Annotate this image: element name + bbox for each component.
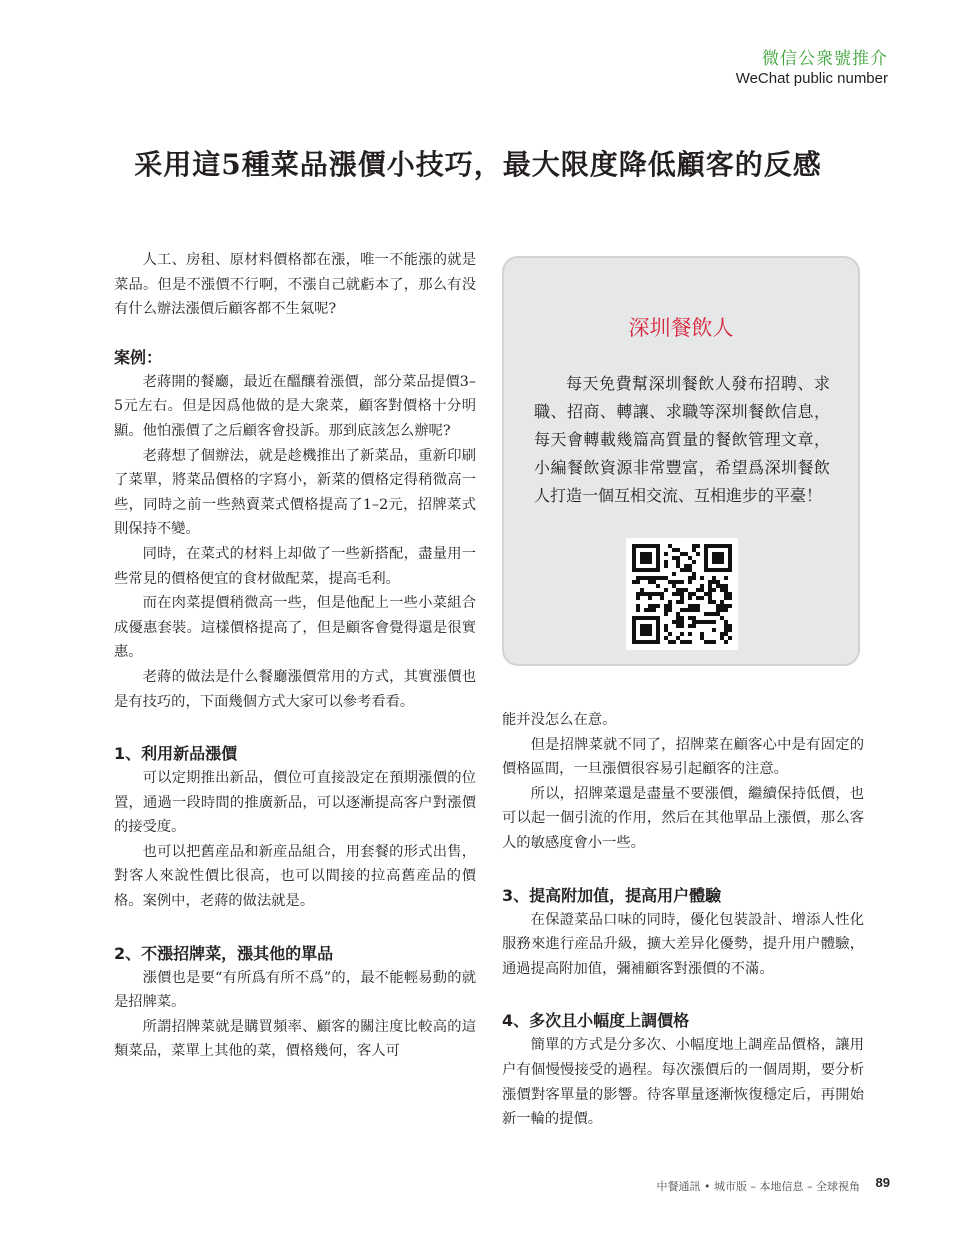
case-heading: 案例： [114, 347, 163, 367]
section-heading-3: 3、提高附加值，提高用户體驗 [502, 885, 722, 905]
header-section-label: 微信公衆號推介 [762, 49, 888, 69]
continuation-paragraph: 但是招牌菜就不同了，招牌菜在顧客心中是有固定的價格區間，一旦漲價很容易引起顧客的注意。 [502, 736, 864, 778]
footer-publication: 中餐通訊 • 城市版 – 本地信息 – 全球視角 [656, 1180, 860, 1193]
section-heading-2: 2、不漲招牌菜，漲其他的單品 [114, 943, 334, 963]
section-paragraph: 在保證菜品口味的同時，優化包裝設計、增添人性化服務來進行産品升級，擴大差异化優勢，提升用户體驗，通過提高附加值，彌補顧客對漲價的不滿。 [502, 911, 864, 977]
header-section-label-en: WeChat public number [735, 70, 888, 87]
qr-code-graphic [626, 538, 738, 650]
case-paragraph: 同時，在菜式的材料上却做了一些新搭配，盡量用一些常見的價格便宜的食材做配菜，提高毛利。 [114, 545, 476, 587]
section-paragraph: 也可以把舊産品和新産品組合，用套餐的形式出售，對客人來說性價比很高，也可以間接的拉高舊産品的價格。案例中，老蔣的做法就是。 [114, 843, 476, 910]
intro-paragraph: 人工、房租、原材料價格都在漲，唯一不能漲的就是菜品。但是不漲價不行啊，不漲自己就虧本了，那么有没有什么辦法漲價后顧客都不生氣呢? [114, 252, 476, 318]
case-paragraph: 老蔣開的餐廳，最近在醞釀着漲價，部分菜品提價3–5元左右。但是因爲他做的是大衆菜，顧客對價格十分明顯。他怕漲價了之后顧客會投訴。那到底該怎么辦呢? [114, 373, 476, 439]
qr-code-icon[interactable] [626, 538, 738, 650]
continuation-paragraph: 能并没怎么在意。 [502, 712, 617, 728]
promo-card-title: 深圳餐飲人 [628, 316, 734, 340]
page-number: 89 [875, 1175, 890, 1190]
section-paragraph: 可以定期推出新品，價位可直接設定在預期漲價的位置，通過一段時間的推廣新品，可以逐漸提高客户對漲價的接受度。 [114, 770, 476, 836]
section-heading-1: 1、利用新品漲價 [114, 744, 238, 764]
section-paragraph: 簡單的方式是分多次、小幅度地上調産品價格，讓用户有個慢慢接受的過程。每次漲價后的一個周期，要分析漲價對客單量的影響。待客單量逐漸恢復穩定后，再開始新一輪的提價。 [502, 1037, 864, 1128]
promo-card [502, 256, 860, 666]
article-title: 采用這5種菜品漲價小技巧，最大限度降低顧客的反感 [134, 148, 822, 181]
continuation-paragraph: 所以，招牌菜還是盡量不要漲價，繼續保持低價，也可以起一個引流的作用，然后在其他單品上漲價，那么客人的敏感度會小一些。 [502, 785, 864, 851]
section-paragraph: 漲價也是要“有所爲有所不爲”的，最不能輕易動的就是招牌菜。 [114, 969, 476, 1011]
right-column [502, 708, 864, 1132]
case-paragraph: 老蔣的做法是什么餐廳漲價常用的方式，其實漲價也是有技巧的，下面幾個方式大家可以參考看看。 [114, 668, 476, 710]
section-heading-4: 4、多次且小幅度上調價格 [502, 1011, 690, 1031]
case-paragraph: 老蔣想了個辦法，就是趁機推出了新菜品，重新印刷了菜單，將菜品價格的字寫小，新菜的價格定得稍微高一些，同時之前一些熱賣菜式價格提高了1–2元，招牌菜式則保持不變。 [114, 447, 476, 538]
left-column [114, 248, 476, 1064]
promo-card-text: 每天免費幫深圳餐飲人發布招聘、求職、招商、轉讓、求職等深圳餐飲信息，每天會轉載幾篇高質量的餐飲管理文章，小編餐飲資源非常豐富，希望爲深圳餐飲人打造一個互相交流、互相進步的平臺！ [534, 374, 830, 505]
case-paragraph: 而在肉菜提價稍微高一些，但是他配上一些小菜組合成優惠套裝。這樣價格提高了，但是顧客會覺得還是很實惠。 [114, 595, 476, 661]
section-paragraph: 所謂招牌菜就是購買頻率、顧客的關注度比較高的這類菜品，菜單上其他的菜，價格幾何，客人可 [114, 1018, 476, 1060]
